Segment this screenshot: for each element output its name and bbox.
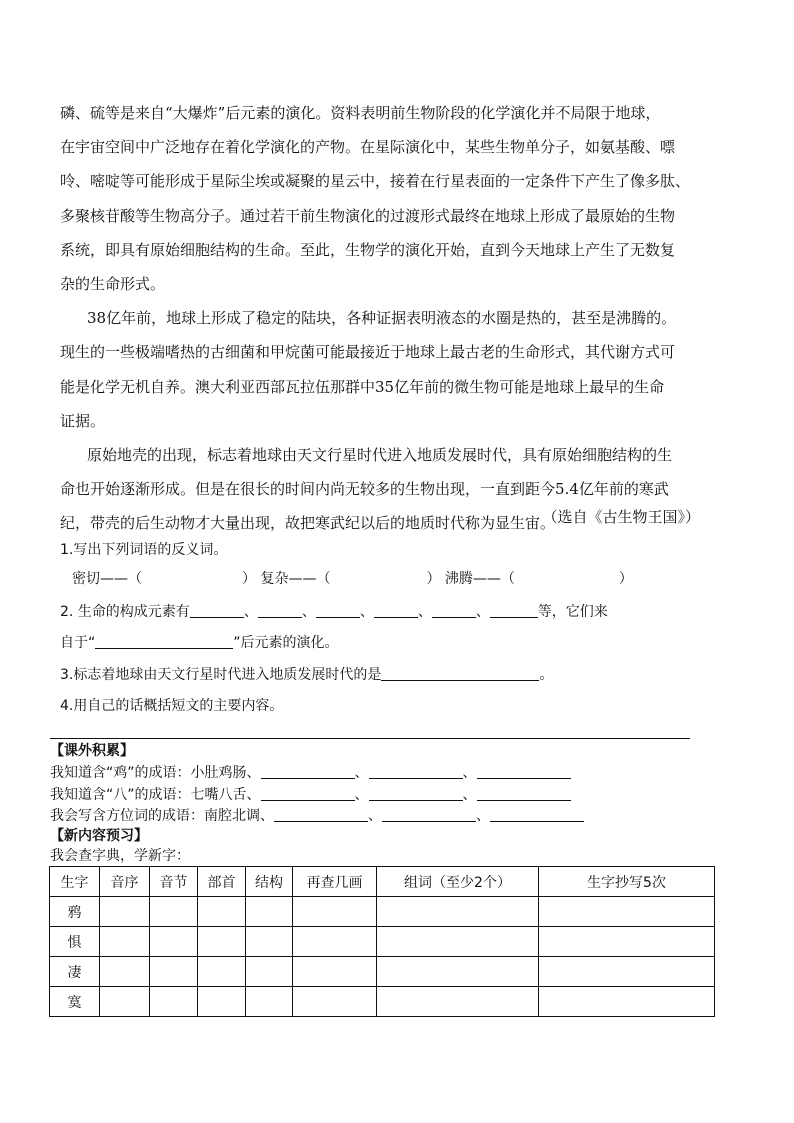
passage-line: 多聚核苷酸等生物高分子。通过若干前生物演化的过渡形式最终在地球上形成了最原始的生物 [60,206,676,225]
table-cell[interactable] [539,987,715,1017]
answer-blank[interactable] [490,806,584,822]
table-cell[interactable] [100,957,150,987]
antonym-label: ） [618,571,633,587]
answer-blank[interactable] [369,763,463,779]
question-3-text: 3.标志着地球由天文行星时代进入地质发展时代的是 [60,667,382,683]
passage-line: 系统，即具有原始细胞结构的生命。至此，生物学的演化开始，直到今天地球上产生了无数复 [60,240,676,259]
reading-passage [60,96,720,540]
passage-line: 在宇宙空间中广泛地存在着化学演化的产物。在星际演化中，某些生物单分子，如氨基酸、嘌 [60,138,676,157]
separator: 、 [417,604,432,620]
table-cell[interactable] [293,897,377,927]
antonym-label: ） 沸腾——（ [426,571,515,587]
question-4: 4.用自己的话概括短文的主要内容。 [60,698,284,714]
idiom-row-chicken [50,763,571,783]
table-cell[interactable] [246,927,293,957]
passage-line: 杂的生命形式。 [60,274,166,293]
passage-line: 38亿年前，地球上形成了稳定的陆块，各种证据表明液态的水圈是热的，甚至是沸腾的。 [87,309,677,328]
question-2-text: 2. 生命的构成元素有 [60,604,190,620]
table-cell[interactable] [539,897,715,927]
answer-blank[interactable] [95,633,233,649]
table-header: 生字抄写5次 [539,867,715,897]
table-cell[interactable] [198,897,246,927]
dictionary-table [49,866,715,1017]
table-cell[interactable] [293,927,377,957]
table-header: 结构 [246,867,293,897]
answer-blank[interactable] [477,763,571,779]
table-cell[interactable] [539,927,715,957]
answer-blank[interactable] [490,602,538,618]
table-header-row [50,867,715,897]
table-cell[interactable] [100,927,150,957]
new-character: 凄 [50,957,100,987]
table-cell[interactable] [150,897,198,927]
separator: 、 [354,787,369,803]
question-1: 1.写出下列词语的反义词。 [60,542,228,558]
separator: 、 [301,604,316,620]
table-cell[interactable] [293,987,377,1017]
answer-blank[interactable] [382,806,476,822]
answer-blank[interactable] [432,602,476,618]
answer-blank[interactable] [381,665,539,681]
antonym-label: 密切——（ [72,571,142,587]
antonym-label: ） 复杂——（ [242,571,331,587]
passage-line: 证据。 [60,411,106,430]
passage-line: 磷、硫等是来自“大爆炸”后元素的演化。资料表明前生物阶段的化学演化并不局限于地球， [60,104,661,122]
table-cell[interactable] [293,957,377,987]
answer-blank[interactable] [190,602,244,618]
separator: 、 [359,604,374,620]
idiom-prompt: 我知道含“八”的成语：七嘴八舌、 [50,787,261,803]
answer-line[interactable] [50,738,690,739]
separator: 、 [462,765,477,781]
passage-line: 原始地壳的出现，标志着地球由天文行星时代进入地质发展时代，具有原始细胞结构的生 [87,445,673,464]
table-header: 部首 [198,867,246,897]
table-cell[interactable] [246,957,293,987]
table-cell[interactable] [150,987,198,1017]
separator: 、 [476,808,490,824]
question-3 [60,664,553,686]
idiom-prompt: 我会写含方位词的成语：南腔北调、 [50,808,274,824]
table-header: 组词（至少2个） [377,867,539,897]
question-3-text: 。 [539,667,554,683]
new-character: 惧 [50,927,100,957]
table-header: 音节 [150,867,198,897]
passage-source: （选自《古生物王国》） [542,508,700,526]
answer-blank[interactable] [258,602,302,618]
answer-blank[interactable] [261,763,355,779]
question-2-text: 自于“ [60,635,96,651]
table-cell[interactable] [100,987,150,1017]
table-header: 生字 [50,867,100,897]
passage-line: 纪，带壳的后生动物才大量出现，故把寒武纪以后的地质时代称为显生宙。 [60,514,556,533]
passage-line: 能是化学无机自养。澳大利亚西部瓦拉伍那群中35亿年前的微生物可能是地球上最早的生命 [60,377,665,396]
answer-blank[interactable] [261,785,355,801]
idiom-prompt: 我知道含“鸡”的成语：小肚鸡肠、 [50,765,261,781]
table-row [50,987,715,1017]
answer-blank[interactable] [274,806,368,822]
table-cell[interactable] [246,897,293,927]
question-1-antonyms [72,568,633,590]
idiom-row-direction [50,806,584,826]
table-cell[interactable] [100,897,150,927]
idiom-row-eight [50,785,571,805]
table-cell[interactable] [198,987,246,1017]
table-row [50,957,715,987]
preview-intro: 我会查字典，学新字： [50,848,190,864]
table-cell[interactable] [198,927,246,957]
table-cell[interactable] [377,987,539,1017]
separator: 、 [354,765,369,781]
answer-blank[interactable] [374,602,418,618]
new-character: 寞 [50,987,100,1017]
question-2-line-2 [60,632,339,654]
passage-line: 现生的一些极端嗜热的古细菌和甲烷菌可能最接近于地球上最古老的生命形式，其代谢方式可 [60,343,676,362]
table-cell[interactable] [377,897,539,927]
table-header: 音序 [100,867,150,897]
table-cell[interactable] [377,927,539,957]
separator: 、 [243,604,258,620]
table-header: 再查几画 [293,867,377,897]
table-cell[interactable] [198,957,246,987]
separator: 、 [475,604,490,620]
question-2 [60,601,608,623]
question-2-text: ”后元素的演化。 [233,635,339,651]
table-cell[interactable] [539,957,715,987]
table-cell[interactable] [150,957,198,987]
extra-title: 【课外积累】 [50,743,134,759]
new-character: 鸦 [50,897,100,927]
question-2-text: 等，它们来 [537,604,608,620]
table-row [50,897,715,927]
table-row [50,927,715,957]
separator: 、 [368,808,382,824]
table-cell[interactable] [150,927,198,957]
table-cell[interactable] [246,987,293,1017]
answer-blank[interactable] [477,785,571,801]
table-cell[interactable] [377,957,539,987]
preview-title: 【新内容预习】 [50,828,148,844]
answer-blank[interactable] [316,602,360,618]
passage-line: 呤、嘧啶等可能形成于星际尘埃或凝聚的星云中，接着在行星表面的一定条件下产生了像多肽、 [60,172,691,191]
answer-blank[interactable] [369,785,463,801]
passage-line: 命也开始逐渐形成。但是在很长的时间内尚无较多的生物出现，一直到距今5.4亿年前的寒武 [60,480,669,499]
separator: 、 [462,787,477,803]
